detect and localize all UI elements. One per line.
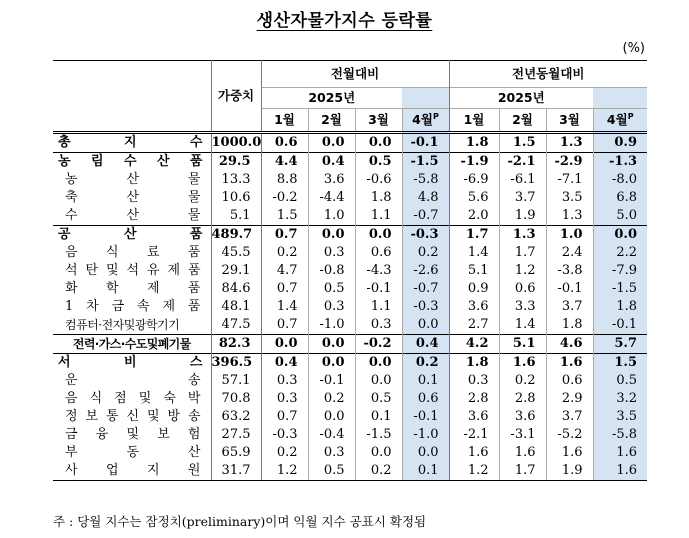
yoy-cell: 0.6	[499, 280, 546, 298]
mom-cell: 0.7	[261, 226, 308, 245]
yoy-cell: 1.8	[593, 298, 647, 316]
mom-cell: 0.6	[402, 390, 449, 408]
yoy-cell: -0.1	[593, 316, 647, 335]
yoy-cell: -2.1	[449, 426, 499, 444]
table-body	[53, 133, 647, 481]
mom-cell: -0.8	[308, 262, 355, 280]
yoy-cell: 3.6	[499, 408, 546, 426]
mom-cell: 0.3	[308, 298, 355, 316]
yoy-month-1: 1월	[449, 109, 499, 133]
yoy-cell: 3.6	[449, 408, 499, 426]
yoy-cell: 2.2	[593, 244, 647, 262]
mom-cell: 0.7	[261, 408, 308, 426]
weight-cell: 63.2	[211, 408, 261, 426]
mom-cell: 0.7	[261, 316, 308, 335]
row-label: 축 산 물	[65, 190, 201, 205]
yoy-cell: -6.9	[449, 171, 499, 189]
yoy-month-2: 2월	[499, 109, 546, 133]
weight-cell: 48.1	[211, 298, 261, 316]
yoy-cell: -7.9	[593, 262, 647, 280]
weight-cell: 82.3	[211, 335, 261, 354]
table-row	[53, 133, 647, 153]
yoy-cell: 3.7	[546, 408, 593, 426]
mom-cell: -0.3	[261, 426, 308, 444]
weight-cell: 396.5	[211, 354, 261, 373]
mom-cell: 0.0	[355, 133, 402, 153]
weight-cell: 29.5	[211, 153, 261, 172]
yoy-cell: 1.7	[499, 462, 546, 481]
mom-cell: -0.1	[308, 372, 355, 390]
mom-cell: 0.2	[402, 244, 449, 262]
yoy-cell: 2.0	[449, 207, 499, 226]
weight-cell: 5.1	[211, 207, 261, 226]
weight-cell: 489.7	[211, 226, 261, 245]
row-label: 서 비 스	[53, 354, 211, 373]
mom-month-4: 4월$^P$	[402, 109, 449, 133]
yoy-cell: 2.9	[546, 390, 593, 408]
row-label: 화 학 제 품	[65, 281, 201, 296]
yoy-cell: 6.8	[593, 189, 647, 207]
mom-cell: 0.0	[355, 372, 402, 390]
yoy-cell: -8.0	[593, 171, 647, 189]
table-row	[53, 262, 647, 280]
mom-cell: 0.5	[308, 280, 355, 298]
weight-cell: 10.6	[211, 189, 261, 207]
blank-header	[53, 61, 211, 133]
yoy-cell: -1.5	[593, 280, 647, 298]
yoy-cell: 1.3	[546, 207, 593, 226]
yoy-cell: 1.6	[449, 444, 499, 462]
mom-cell: -0.3	[402, 226, 449, 245]
row-label: 금 융 및 보 험	[65, 427, 201, 442]
mom-month-1: 1월	[261, 109, 308, 133]
yoy-cell: 1.9	[546, 462, 593, 481]
mom-cell: -1.5	[402, 153, 449, 172]
mom-cell: -4.3	[355, 262, 402, 280]
yoy-cell: 2.4	[546, 244, 593, 262]
mom-cell: -0.2	[355, 335, 402, 354]
table-row	[53, 171, 647, 189]
mom-cell: 0.4	[261, 354, 308, 373]
table-row	[53, 280, 647, 298]
weight-cell: 47.5	[211, 316, 261, 335]
mom-cell: 1.8	[355, 189, 402, 207]
yoy-month-4: 4월$^P$	[593, 109, 647, 133]
weight-header: 가중치	[211, 61, 261, 133]
mom-cell: -2.6	[402, 262, 449, 280]
yoy-cell: 1.5	[499, 133, 546, 153]
table-row	[53, 298, 647, 316]
yoy-cell: 5.1	[499, 335, 546, 354]
mom-cell: 0.5	[308, 462, 355, 481]
yoy-cell: 1.6	[546, 354, 593, 373]
yoy-cell: 3.6	[449, 298, 499, 316]
table-row	[53, 372, 647, 390]
yoy-cell: -1.3	[593, 153, 647, 172]
mom-cell: -0.7	[402, 207, 449, 226]
mom-cell: -1.0	[308, 316, 355, 335]
mom-cell: -4.4	[308, 189, 355, 207]
mom-cell: -0.1	[402, 133, 449, 153]
yoy-cell: 0.3	[449, 372, 499, 390]
yoy-cell: 3.3	[499, 298, 546, 316]
yoy-cell: 1.3	[546, 133, 593, 153]
mom-cell: 4.8	[402, 189, 449, 207]
mom-cell: 3.6	[308, 171, 355, 189]
yoy-cell: 1.6	[499, 354, 546, 373]
mom-cell: 0.3	[261, 372, 308, 390]
row-label: 컴퓨터·전자및광학기기	[65, 318, 180, 332]
yoy-month-3: 3월	[546, 109, 593, 133]
yoy-cell: -7.1	[546, 171, 593, 189]
mom-cell: 1.1	[355, 207, 402, 226]
table-row	[53, 408, 647, 426]
table-row	[53, 316, 647, 335]
mom-cell: 0.0	[308, 354, 355, 373]
yoy-cell: 2.7	[449, 316, 499, 335]
ppi-change-table	[53, 60, 647, 481]
mom-cell: -0.1	[355, 280, 402, 298]
yoy-cell: 1.6	[499, 444, 546, 462]
weight-cell: 1000.0	[211, 133, 261, 153]
row-label: 음 식 료 품	[65, 245, 201, 260]
mom-cell: -0.4	[308, 426, 355, 444]
mom-cell: 0.0	[308, 133, 355, 153]
mom-cell: 0.0	[308, 335, 355, 354]
mom-cell: -1.0	[402, 426, 449, 444]
mom-cell: 0.3	[355, 316, 402, 335]
row-label: 정 보 통 신 및 방 송	[65, 409, 201, 424]
mom-cell: 0.0	[402, 444, 449, 462]
yoy-cell: 1.5	[593, 354, 647, 373]
weight-cell: 29.1	[211, 262, 261, 280]
row-label: 운 송	[65, 373, 201, 388]
mom-cell: -0.6	[355, 171, 402, 189]
row-label: 총 지 수	[53, 133, 211, 153]
yoy-cell: 1.9	[499, 207, 546, 226]
yoy-cell: 5.0	[593, 207, 647, 226]
weight-cell: 45.5	[211, 244, 261, 262]
yoy-year: 2025년	[449, 88, 593, 109]
mom-cell: 0.1	[355, 408, 402, 426]
mom-month-3: 3월	[355, 109, 402, 133]
mom-cell: 0.2	[355, 462, 402, 481]
yoy-cell: 0.5	[593, 372, 647, 390]
yoy-cell: -2.9	[546, 153, 593, 172]
yoy-cell: 1.2	[449, 462, 499, 481]
table-row	[53, 153, 647, 172]
mom-cell: 0.4	[402, 335, 449, 354]
row-label: 농 산 물	[65, 172, 201, 187]
mom-cell: 0.0	[261, 335, 308, 354]
row-label: 부 동 산	[65, 445, 201, 460]
weight-cell: 84.6	[211, 280, 261, 298]
yoy-year-spacer	[593, 88, 647, 109]
yoy-cell: 3.5	[593, 408, 647, 426]
table-row	[53, 390, 647, 408]
yoy-cell: 1.8	[449, 133, 499, 153]
yoy-cell: -3.8	[546, 262, 593, 280]
row-label: 사 업 지 원	[53, 462, 211, 481]
yoy-cell: 1.6	[593, 444, 647, 462]
mom-cell: 1.4	[261, 298, 308, 316]
mom-cell: 0.0	[355, 444, 402, 462]
table-title: 생산자물가지수 등락률	[256, 11, 433, 31]
mom-header: 전월대비	[261, 61, 449, 88]
yoy-cell: 1.7	[499, 244, 546, 262]
table-row	[53, 462, 647, 481]
yoy-cell: 3.7	[499, 189, 546, 207]
table-row	[53, 444, 647, 462]
footnote: 주 : 당월 지수는 잠정치(preliminary)이며 익월 지수 공표시 확정됨	[53, 514, 427, 529]
mom-cell: 0.2	[402, 354, 449, 373]
mom-cell: 0.0	[355, 226, 402, 245]
yoy-cell: -0.1	[546, 280, 593, 298]
yoy-cell: 0.9	[449, 280, 499, 298]
yoy-cell: 5.1	[449, 262, 499, 280]
table-row	[53, 335, 647, 354]
table-row	[53, 426, 647, 444]
yoy-cell: 4.6	[546, 335, 593, 354]
yoy-cell: 1.8	[546, 316, 593, 335]
mom-cell: 4.4	[261, 153, 308, 172]
table-row	[53, 207, 647, 226]
yoy-cell: 1.8	[449, 354, 499, 373]
weight-cell: 27.5	[211, 426, 261, 444]
yoy-cell: 1.0	[546, 226, 593, 245]
weight-cell: 57.1	[211, 372, 261, 390]
mom-cell: -0.3	[402, 298, 449, 316]
yoy-cell: -2.1	[499, 153, 546, 172]
mom-cell: 0.3	[308, 244, 355, 262]
yoy-cell: 3.5	[546, 189, 593, 207]
mom-cell: 0.0	[308, 408, 355, 426]
yoy-cell: 0.2	[499, 372, 546, 390]
mom-year-spacer	[402, 88, 449, 109]
yoy-cell: 0.6	[546, 372, 593, 390]
mom-cell: 0.0	[355, 354, 402, 373]
row-label: 음 식 점 및 숙 박	[65, 391, 201, 406]
mom-cell: 1.2	[261, 462, 308, 481]
weight-cell: 65.9	[211, 444, 261, 462]
row-label: 공 산 품	[53, 226, 211, 245]
unit-label: (%)	[622, 41, 645, 56]
mom-cell: -0.2	[261, 189, 308, 207]
mom-cell: 0.4	[308, 153, 355, 172]
mom-cell: 0.1	[402, 372, 449, 390]
yoy-cell: 5.6	[449, 189, 499, 207]
yoy-cell: -1.9	[449, 153, 499, 172]
mom-cell: 1.5	[261, 207, 308, 226]
mom-cell: 0.2	[308, 390, 355, 408]
yoy-cell: 0.9	[593, 133, 647, 153]
mom-cell: 0.6	[355, 244, 402, 262]
yoy-cell: 1.6	[593, 462, 647, 481]
mom-year: 2025년	[261, 88, 402, 109]
mom-cell: 0.3	[261, 390, 308, 408]
yoy-cell: 5.7	[593, 335, 647, 354]
yoy-cell: 3.7	[546, 298, 593, 316]
yoy-cell: 2.8	[499, 390, 546, 408]
yoy-cell: -6.1	[499, 171, 546, 189]
table-row	[53, 226, 647, 245]
row-label: 전력·가스·수도및폐기물	[53, 335, 211, 354]
mom-cell: 0.5	[355, 153, 402, 172]
weight-cell: 13.3	[211, 171, 261, 189]
mom-cell: 0.1	[402, 462, 449, 481]
yoy-cell: 4.2	[449, 335, 499, 354]
mom-cell: -0.7	[402, 280, 449, 298]
weight-cell: 31.7	[211, 462, 261, 481]
row-label: 농 림 수 산 품	[53, 153, 211, 172]
mom-cell: 0.0	[402, 316, 449, 335]
yoy-cell: 1.4	[499, 316, 546, 335]
row-label: 수 산 물	[65, 208, 201, 223]
yoy-header: 전년동월대비	[449, 61, 647, 88]
mom-cell: 0.6	[261, 133, 308, 153]
table-row	[53, 189, 647, 207]
yoy-cell: 1.2	[499, 262, 546, 280]
row-label: 석 탄 및 석 유 제 품	[65, 263, 201, 278]
mom-cell: 8.8	[261, 171, 308, 189]
yoy-cell: -3.1	[499, 426, 546, 444]
row-label: 1 차 금 속 제 품	[65, 299, 201, 314]
mom-cell: 0.3	[308, 444, 355, 462]
mom-cell: -1.5	[355, 426, 402, 444]
mom-cell: 4.7	[261, 262, 308, 280]
mom-cell: -0.1	[402, 408, 449, 426]
mom-cell: 0.0	[308, 226, 355, 245]
mom-cell: 0.5	[355, 390, 402, 408]
mom-cell: 0.2	[261, 244, 308, 262]
yoy-cell: -5.8	[593, 426, 647, 444]
yoy-cell: 1.7	[449, 226, 499, 245]
yoy-cell: 0.0	[593, 226, 647, 245]
yoy-cell: 3.2	[593, 390, 647, 408]
yoy-cell: -5.2	[546, 426, 593, 444]
mom-month-2: 2월	[308, 109, 355, 133]
table-row	[53, 354, 647, 373]
mom-cell: 0.7	[261, 280, 308, 298]
yoy-cell: 1.6	[546, 444, 593, 462]
mom-cell: -5.8	[402, 171, 449, 189]
mom-cell: 0.2	[261, 444, 308, 462]
weight-cell: 70.8	[211, 390, 261, 408]
mom-cell: 1.1	[355, 298, 402, 316]
mom-cell: 1.0	[308, 207, 355, 226]
table-row	[53, 244, 647, 262]
yoy-cell: 1.3	[499, 226, 546, 245]
yoy-cell: 1.4	[449, 244, 499, 262]
yoy-cell: 2.8	[449, 390, 499, 408]
